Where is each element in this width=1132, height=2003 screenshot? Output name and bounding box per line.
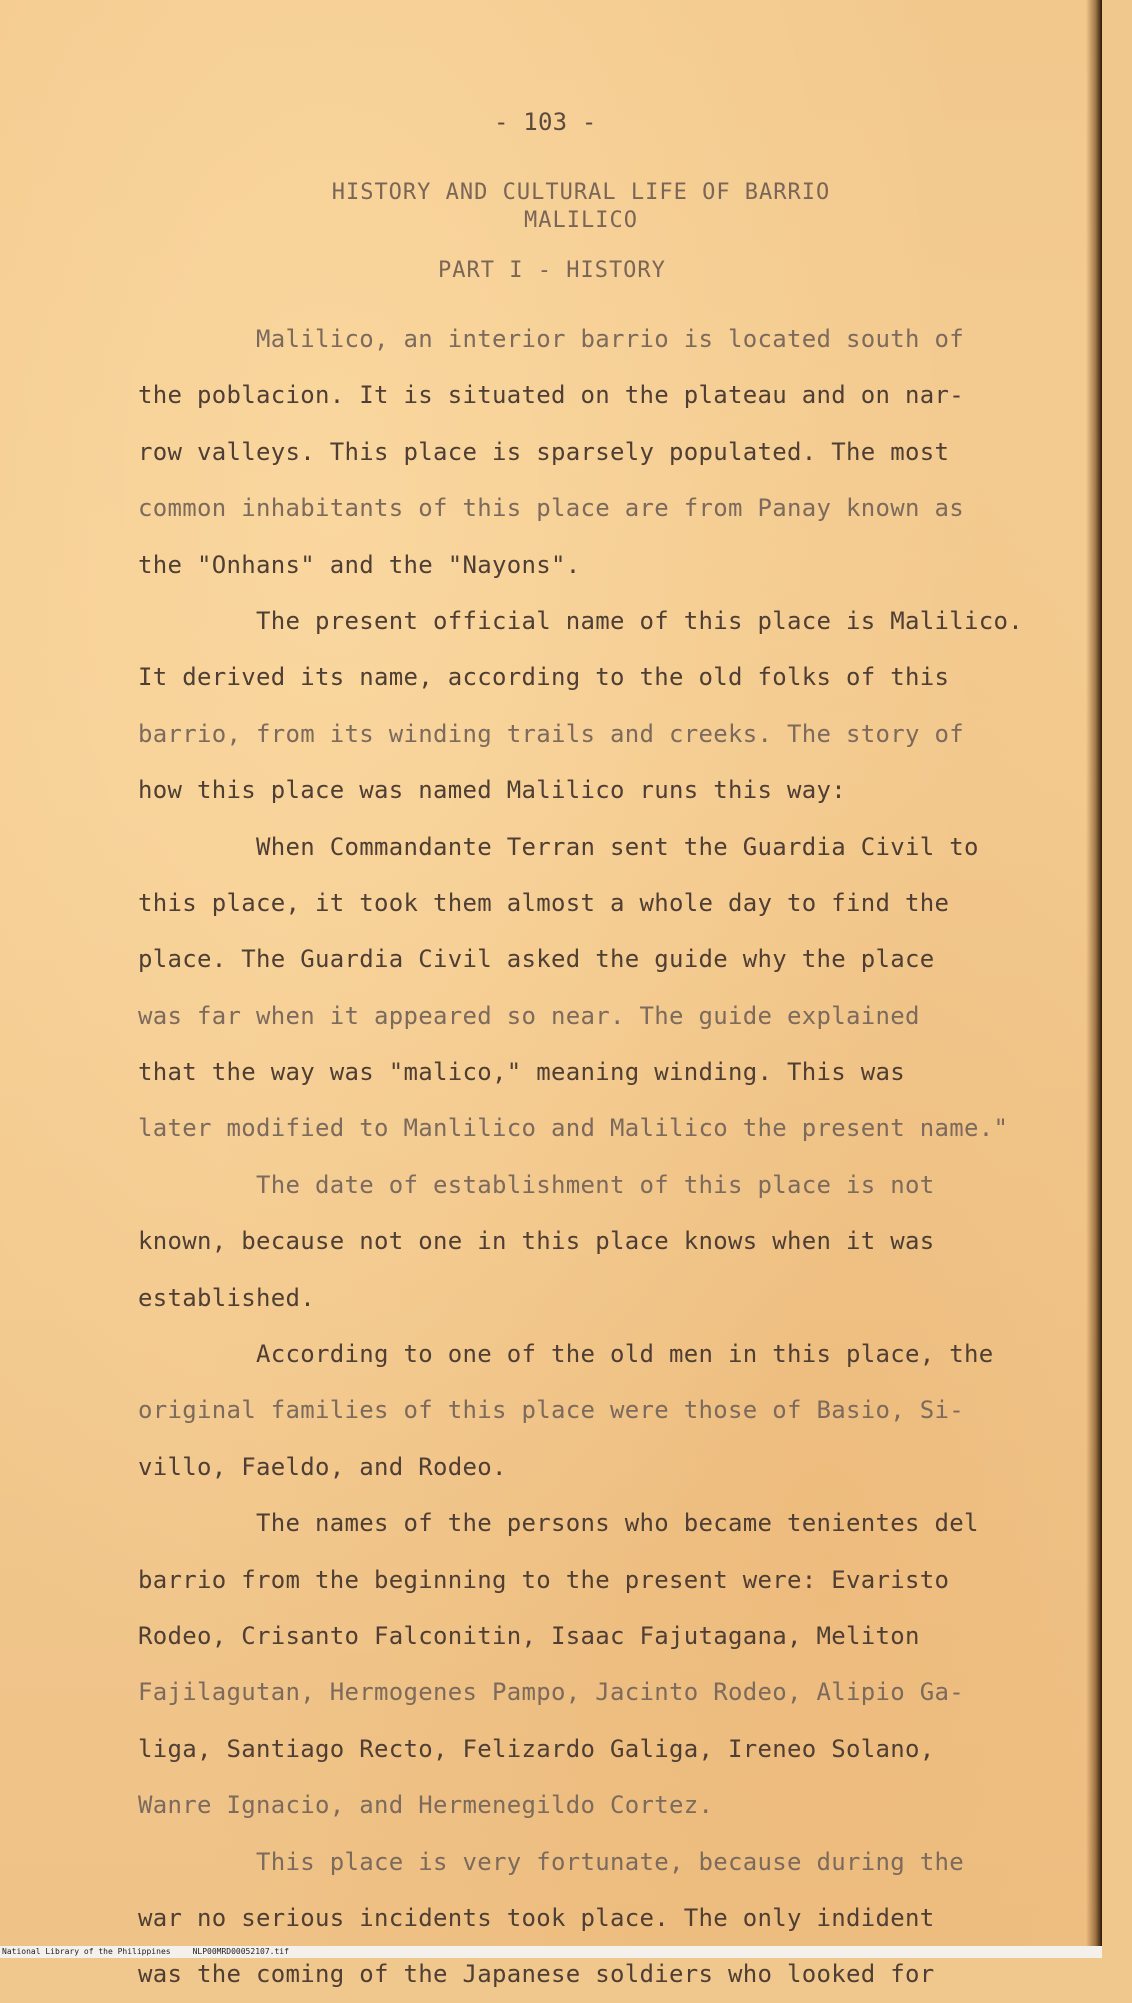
text-line: war no serious incidents took place. The only indident bbox=[138, 1903, 935, 1932]
footer-text bbox=[2, 1946, 289, 1958]
text-line: established. bbox=[138, 1283, 315, 1312]
text-line: was the coming of the Japanese soldiers who looked for bbox=[138, 1960, 935, 1989]
text-line: When Commandante Terran sent the Guardia Civil to bbox=[256, 832, 979, 861]
text-line: It derived its name, according to the old folks of this bbox=[138, 663, 950, 692]
text-line: common inhabitants of this place are from Panay known as bbox=[138, 494, 964, 523]
text-line: the poblacion. It is situated on the plateau and on nar- bbox=[138, 381, 964, 410]
text-line: liga, Santiago Recto, Felizardo Galiga, Ireneo Solano, bbox=[138, 1734, 935, 1763]
text-line: villo, Faeldo, and Rodeo. bbox=[138, 1452, 507, 1481]
text-line: place. The Guardia Civil asked the guide why the place bbox=[138, 945, 935, 974]
page-number: - 103 - bbox=[494, 108, 597, 136]
scan-footer bbox=[0, 1946, 1102, 1958]
text-line: this place, it took them almost a whole day to find the bbox=[138, 888, 950, 917]
text-line: later modified to Manlilico and Malilico the present name." bbox=[138, 1114, 1009, 1143]
text-line: row valleys. This place is sparsely populated. The most bbox=[138, 437, 950, 466]
text-line: The date of establishment of this place is not bbox=[256, 1170, 935, 1199]
text-line: This place is very fortunate, because during the bbox=[256, 1847, 964, 1876]
text-line: The names of the persons who became tenientes del bbox=[256, 1509, 979, 1538]
document-title: HISTORY AND CULTURAL LIFE OF BARRIO bbox=[331, 180, 831, 205]
text-line: was far when it appeared so near. The guide explained bbox=[138, 1001, 920, 1030]
text-line: Rodeo, Crisanto Falconitin, Isaac Fajutagana, Meliton bbox=[138, 1621, 920, 1650]
text-line: Fajilagutan, Hermogenes Pampo, Jacinto Rodeo, Alipio Ga- bbox=[138, 1678, 964, 1707]
text-line: that the way was "malico," meaning winding. This was bbox=[138, 1058, 905, 1087]
section-heading: PART I - HISTORY bbox=[438, 258, 666, 283]
text-line: known, because not one in this place knows when it was bbox=[138, 1227, 935, 1256]
text-line: Malilico, an interior barrio is located south of bbox=[256, 325, 964, 353]
text-line: the "Onhans" and the "Nayons". bbox=[138, 550, 581, 579]
text-line: how this place was named Malilico runs this way: bbox=[138, 776, 846, 805]
library-name: National Library of the Philippines bbox=[2, 1947, 171, 1956]
file-name: NLP00MRD00052107.tif bbox=[192, 1947, 289, 1956]
text-line: Wanre Ignacio, and Hermenegildo Cortez. bbox=[138, 1791, 714, 1820]
document-title-barrio-name: MALILICO bbox=[524, 208, 638, 233]
text-line: According to one of the old men in this place, the bbox=[256, 1340, 994, 1369]
text-line: The present official name of this place is Malilico. bbox=[256, 606, 1023, 635]
text-line: original families of this place were those of Basio, Si- bbox=[138, 1396, 964, 1425]
text-line: barrio from the beginning to the present were: Evaristo bbox=[138, 1565, 950, 1594]
text-line: barrio, from its winding trails and creeks. The story of bbox=[138, 719, 964, 748]
page-edge-shadow bbox=[1086, 0, 1102, 1946]
body-text bbox=[138, 311, 1038, 2003]
